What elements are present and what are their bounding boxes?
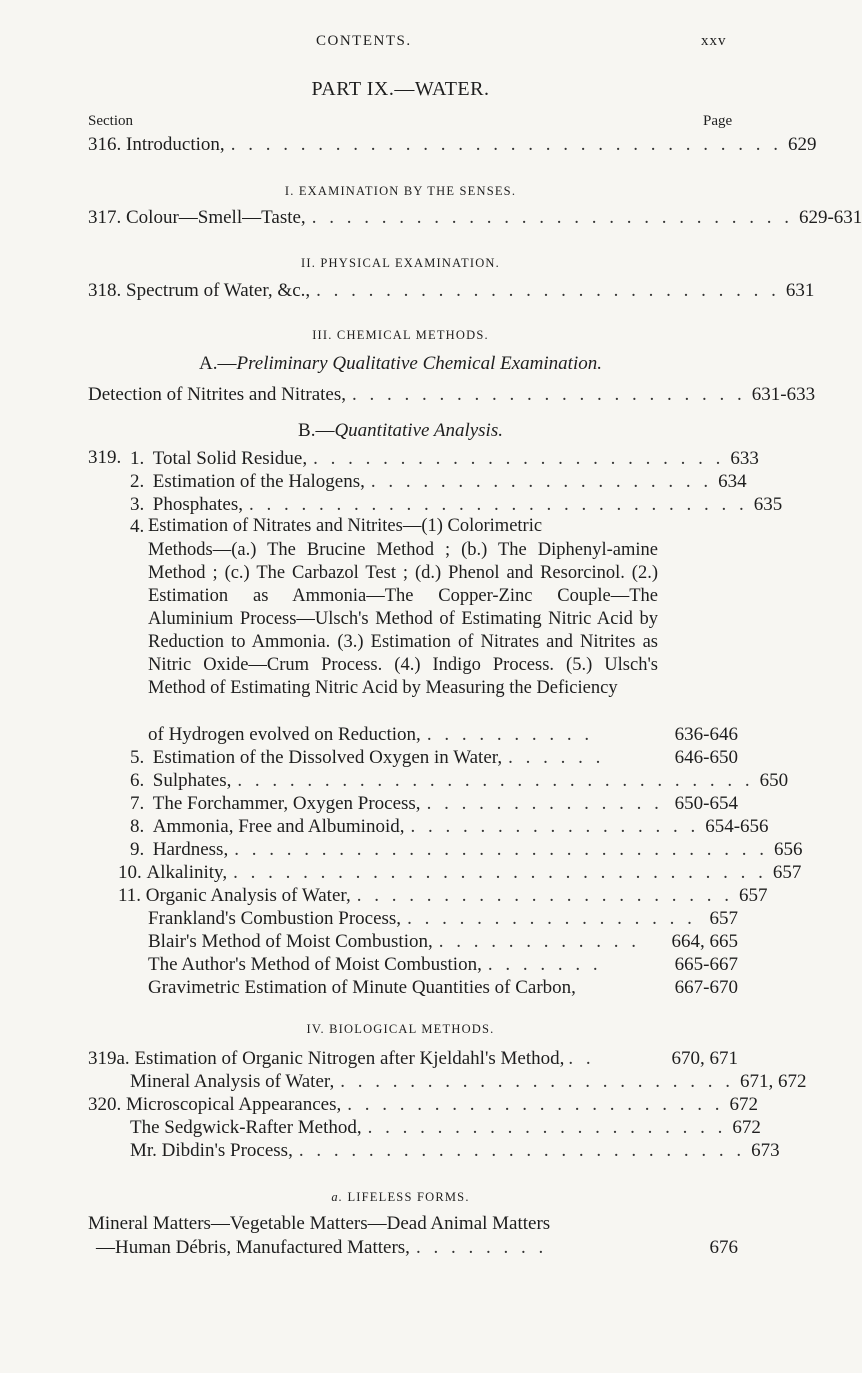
dot-leader: . . . . . . . . . . . . . . . . . . . . . . . . . . xyxy=(298,1140,746,1161)
toc-entry-318 xyxy=(88,279,815,302)
page-ref: 676 xyxy=(709,1237,738,1258)
entry-title: of Hydrogen evolved on Reduction, xyxy=(148,724,421,745)
toc-entry-319-10 xyxy=(118,861,802,884)
item-number: 10. xyxy=(118,862,142,883)
entry-title: The Forchammer, Oxygen Process, xyxy=(152,793,421,814)
dot-leader: . . . . . . . . . . . . . . . . . . . . xyxy=(370,471,713,492)
subhead-title: LIFELESS FORMS. xyxy=(347,1190,470,1204)
entry-title: The Author's Method of Moist Combustion, xyxy=(148,954,482,975)
page-ref: 673 xyxy=(751,1140,780,1161)
subhead-prefix: A.— xyxy=(199,353,237,374)
section-column-label: Section xyxy=(88,113,133,129)
entry-title: Gravimetric Estimation of Minute Quantities of Carbon, xyxy=(148,977,576,998)
page-ref: 665-667 xyxy=(674,954,738,975)
item-number: 2. xyxy=(130,471,145,492)
subhead-physical: II. PHYSICAL EXAMINATION. xyxy=(301,256,500,270)
dot-leader: . . . . . . . xyxy=(487,954,602,975)
entry-title: Hardness, xyxy=(152,839,229,860)
item-number: 9. xyxy=(130,839,145,860)
section-number: 320. xyxy=(88,1094,122,1115)
item-4-body: Methods—(a.) The Brucine Method ; (b.) The Diphenyl-amine Method ; (c.) The Carbazol Test ; (d.) Phenol and Resorcinol. (2.) Estimation as Ammonia—The Copper-Zinc Couple—The Aluminium Process—Ulsch's Method of Estimating Nitric Acid by Reduction to Ammonia. (3.) Estimation of Nitrates and Nitrites as Nitric Oxide—Crum Process. (4.) Indigo Process. (5.) Ulsch's Method of Estimating Nitric Acid by Measuring the Deficiency xyxy=(148,540,658,698)
dot-leader: . . . . . . . . . . . . . . . . . . . . . . . . . . . . . xyxy=(249,494,748,515)
item-number: 1. xyxy=(130,448,145,469)
item-number: 6. xyxy=(130,770,145,791)
toc-entry-author xyxy=(148,953,738,976)
subhead-qualitative xyxy=(0,353,801,375)
subhead-prefix: B.— xyxy=(298,420,335,441)
dot-leader: . . . . . . . . . . . . . . . . . . . . . . . xyxy=(340,1071,734,1092)
page-ref: 657 xyxy=(738,885,768,906)
page-ref: 657 xyxy=(772,862,802,883)
subhead-prefix: a. xyxy=(331,1190,344,1204)
item-number: 5. xyxy=(130,747,145,768)
toc-entry-319-6 xyxy=(130,769,789,792)
toc-entry-320 xyxy=(88,1093,758,1116)
toc-entry-gravimetric xyxy=(148,976,738,999)
entry-title: Estimation of the Dissolved Oxygen in Water, xyxy=(152,747,503,768)
dot-leader: . . . . . . . . . . . . . . . . . . . . . . . . . . . . . . . . xyxy=(230,134,782,155)
running-title: CONTENTS. xyxy=(316,33,412,49)
dot-leader: . . . . . . . . . . . . . . . . . . . . . . xyxy=(347,1094,724,1115)
entry-title: Spectrum of Water, &c., xyxy=(126,280,311,301)
toc-entry-lifeless-line1: Mineral Matters—Vegetable Matters—Dead Animal Matters xyxy=(88,1213,551,1234)
page-ref: 657 xyxy=(709,908,738,929)
dot-leader: . . . . . . . . . . . . . . . . . xyxy=(407,908,696,929)
subhead-chemical: III. CHEMICAL METHODS. xyxy=(312,328,489,342)
toc-entry-319-1 xyxy=(130,447,759,470)
section-number: 317. xyxy=(88,207,122,228)
entry-title: Estimation of the Halogens, xyxy=(152,471,365,492)
item-number-4: 4. xyxy=(130,516,145,537)
page-ref: 654-656 xyxy=(705,816,769,837)
item-number: 8. xyxy=(130,816,145,837)
item-number: 11. xyxy=(118,885,142,906)
entry-title: Estimation of Organic Nitrogen after Kjeldahl's Method, xyxy=(134,1048,565,1069)
section-number-319: 319. xyxy=(88,447,122,468)
dot-leader: . . . . . . . . . . . . . . . . . . . . . . . xyxy=(352,384,746,405)
subhead-quantitative xyxy=(0,420,801,442)
subhead-lifeless xyxy=(0,1190,801,1205)
page-ref: 646-650 xyxy=(674,747,738,768)
page-ref: 650-654 xyxy=(674,793,738,814)
page-column-label: Page xyxy=(703,113,733,129)
page-ref: 629 xyxy=(787,134,817,155)
page-ref: 664, 665 xyxy=(671,931,738,952)
subhead-title: Quantitative Analysis. xyxy=(334,420,503,441)
dot-leader: . . . . . . . . . . . . xyxy=(438,931,640,952)
entry-title: Phosphates, xyxy=(152,494,243,515)
entry-title: The Sedgwick-Rafter Method, xyxy=(130,1117,362,1138)
entry-title: Colour—Smell—Taste, xyxy=(126,207,306,228)
entry-title: Organic Analysis of Water, xyxy=(145,885,351,906)
section-number: 316. xyxy=(88,134,122,155)
page-ref: 672 xyxy=(729,1094,758,1115)
page-ref: 631 xyxy=(785,280,815,301)
item-4-first-line: Estimation of Nitrates and Nitrites—(1) Colorimetric xyxy=(148,516,543,536)
page-ref: 672 xyxy=(732,1117,761,1138)
entry-title: Detection of Nitrites and Nitrates, xyxy=(88,384,347,405)
entry-title: Microscopical Appearances, xyxy=(126,1094,342,1115)
toc-entry-319-11 xyxy=(118,884,768,907)
toc-entry-317 xyxy=(88,206,862,229)
section-number: 319a. xyxy=(88,1048,130,1069)
toc-entry-319-4-last xyxy=(148,723,738,746)
dot-leader: . . . . . . . . . . . . . . . . . . . . . . . . . . . . . . . xyxy=(233,862,767,883)
toc-entry-frankland xyxy=(148,907,738,930)
toc-entry-316 xyxy=(88,133,817,156)
entry-title: Introduction, xyxy=(126,134,225,155)
page-ref: 671, 672 xyxy=(739,1071,807,1092)
page-ref: 650 xyxy=(759,770,789,791)
toc-entry-319-7 xyxy=(130,792,738,815)
subhead-title: Preliminary Qualitative Chemical Examination. xyxy=(236,353,602,374)
dot-leader: . . . . . . . . . . . . . . . . . . . . . . . . xyxy=(313,448,725,469)
dot-leader: . . . . . . xyxy=(508,747,605,768)
page-ref: 635 xyxy=(753,494,783,515)
section-number: 318. xyxy=(88,280,122,301)
entry-title: —Human Débris, Manufactured Matters, xyxy=(96,1237,410,1258)
toc-entry-dibdin xyxy=(130,1139,780,1162)
toc-entry-319-9 xyxy=(130,838,803,861)
dot-leader: . . . . . . . . . . . . . . . . . . . . . . . . . . . . xyxy=(311,207,793,228)
item-number: 3. xyxy=(130,494,145,515)
toc-entry-319-2 xyxy=(130,470,747,493)
page-ref: 633 xyxy=(730,448,759,469)
page-ref: 636-646 xyxy=(674,724,738,745)
dot-leader: . . . . . . . . . . . . . . . . . . . . . . . . . . . . . . xyxy=(237,770,754,791)
dot-leader: . . . . . . . . . . . . . . . . . xyxy=(410,816,700,837)
page-ref: 670, 671 xyxy=(671,1048,738,1069)
entry-title: Sulphates, xyxy=(152,770,232,791)
toc-entry-mineral xyxy=(130,1070,807,1093)
dot-leader: . . . . . . . . . . xyxy=(426,724,594,745)
page-number: xxv xyxy=(701,33,727,49)
entry-title: Mineral Analysis of Water, xyxy=(130,1071,335,1092)
toc-entry-319-8 xyxy=(130,815,769,838)
entry-title: Mr. Dibdin's Process, xyxy=(130,1140,293,1161)
toc-entry-lifeless-line2 xyxy=(96,1236,738,1259)
toc-entry-319-5 xyxy=(130,746,738,769)
toc-entry-319-3 xyxy=(130,493,783,516)
subhead-biological: IV. BIOLOGICAL METHODS. xyxy=(306,1022,495,1036)
item-number: 7. xyxy=(130,793,145,814)
toc-entry-sedgwick xyxy=(130,1116,761,1139)
page-ref: 634 xyxy=(718,471,747,492)
dot-leader: . . . . . . . . . . . . . . . . . . . . . . . . . . . xyxy=(316,280,780,301)
page-ref: 631-633 xyxy=(751,384,816,405)
toc-entry-blair xyxy=(148,930,738,953)
entry-title: Ammonia, Free and Albuminoid, xyxy=(152,816,405,837)
subhead-senses: I. EXAMINATION BY THE SENSES. xyxy=(284,184,517,198)
part-title: PART IX.—WATER. xyxy=(311,78,490,100)
page-ref: 667-670 xyxy=(674,977,738,998)
page-ref: 656 xyxy=(773,839,803,860)
page-ref: 629-631 xyxy=(798,207,862,228)
entry-title: Blair's Method of Moist Combustion, xyxy=(148,931,433,952)
entry-title: Total Solid Residue, xyxy=(152,448,308,469)
dot-leader: . . xyxy=(568,1048,595,1069)
dot-leader: . . . . . . . . . . . . . . . . . . . . . . . . . . . . . . . xyxy=(234,839,768,860)
toc-entry-319a xyxy=(88,1047,738,1070)
dot-leader: . . . . . . . . . . . . . . . . . . . . . . xyxy=(356,885,733,906)
dot-leader: . . . . . . . . . . . . . . xyxy=(426,793,663,814)
dot-leader: . . . . . . . . . . . . . . . . . . . . . xyxy=(367,1117,727,1138)
dot-leader: . . . . . . . . xyxy=(415,1237,548,1258)
toc-entry-nitrites xyxy=(88,383,816,406)
entry-title: Alkalinity, xyxy=(146,862,228,883)
entry-title: Frankland's Combustion Process, xyxy=(148,908,402,929)
